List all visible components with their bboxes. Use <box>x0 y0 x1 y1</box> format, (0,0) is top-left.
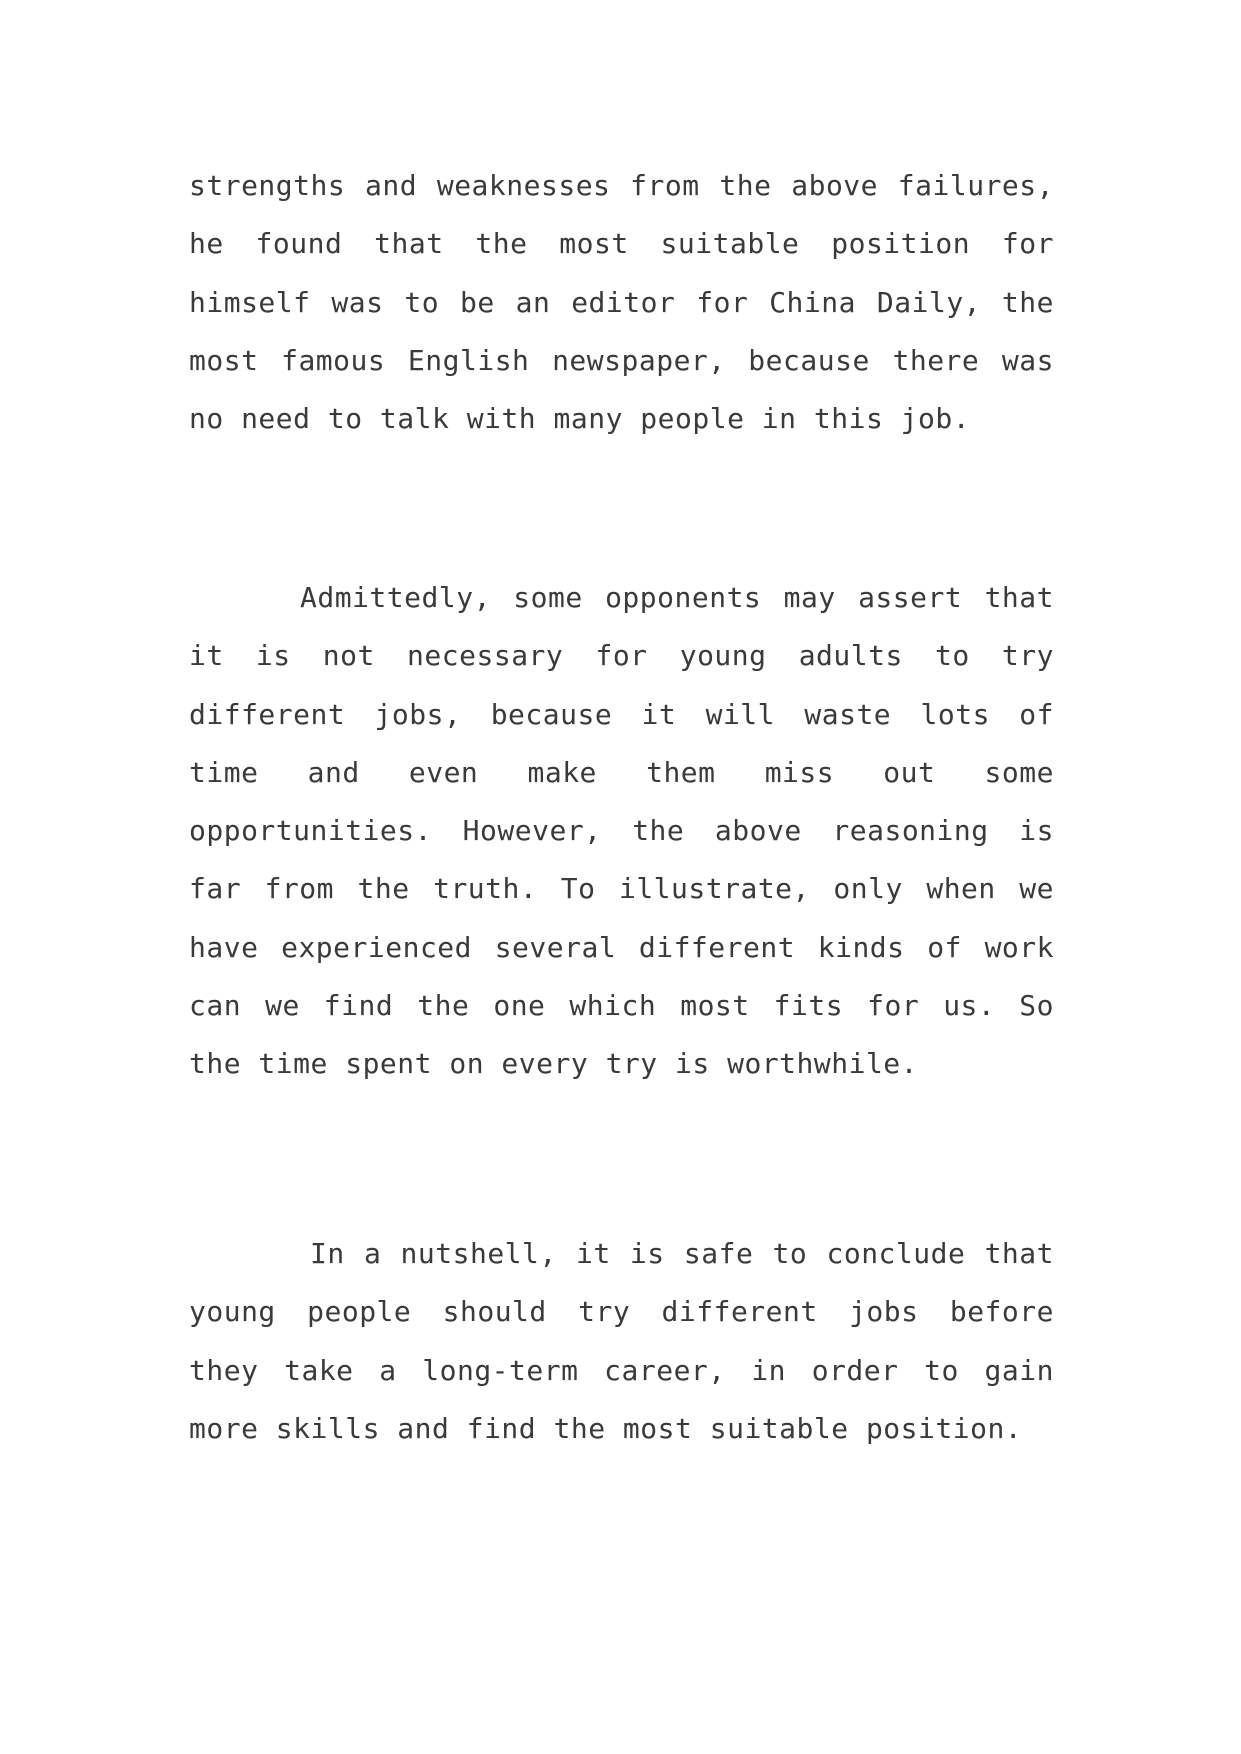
paragraph-3: In a nutshell, it is safe to conclude that young people should try different jobs before they take a long-term career, in order to gain more skills and find the most suitable position. <box>189 1237 1054 1445</box>
paragraph-1: strengths and weaknesses from the above failures, he found that the most suitable position for himself was to be an editor for China Daily, the most famous English newspaper, because there was no need to talk with many people in this job. <box>189 169 1054 436</box>
paragraph-2: Admittedly, some opponents may assert that it is not necessary for young adults to try different jobs, because it will waste lots of time and even make them miss out some opportunities. However, the above reasoning is far from the truth. To illustrate, only when we have experienced several different kinds of work can we find the one which most fits for us. So the time spent on every try is worthwhile. <box>189 581 1054 1081</box>
